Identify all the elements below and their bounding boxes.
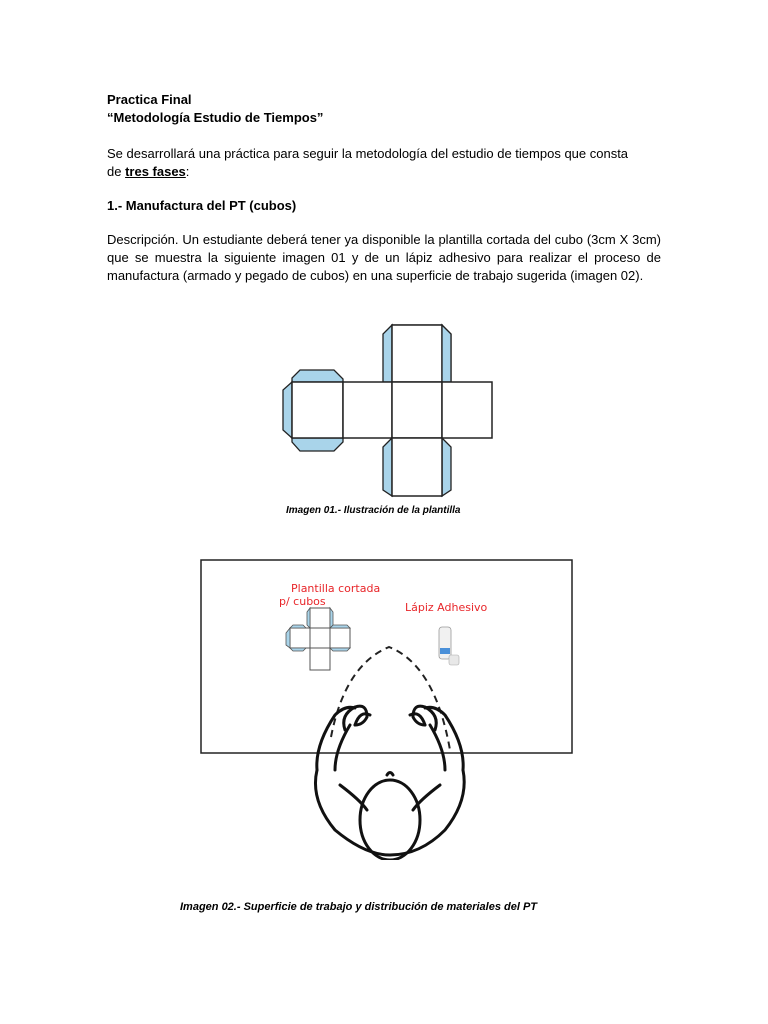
caption-image-02: Imagen 02.- Superficie de trabajo y distribución de materiales del PT (180, 901, 537, 913)
net-face-middle-1 (343, 382, 392, 438)
intro-prefix: de (107, 164, 126, 179)
label-glue-stick: Lápiz Adhesivo (405, 601, 488, 614)
intro-line-1: Se desarrollará una práctica para seguir la metodología del estudio de tiempos que consta (107, 146, 629, 161)
intro-emphasis: tres fases (125, 164, 186, 179)
net-tab-left-top (292, 370, 343, 382)
net-face-left (292, 382, 343, 438)
net-tab-bottom-left (383, 438, 392, 496)
net-tab-left-bottom (292, 438, 343, 451)
intro-suffix: : (185, 164, 190, 179)
title-line-1: Practica Final (107, 92, 192, 107)
work-table (201, 560, 572, 753)
net-face-middle-3 (442, 382, 492, 438)
net-tab-left-side (283, 382, 292, 438)
work-surface-figure (195, 555, 580, 860)
label-template-line-1: Plantilla cortada (291, 582, 381, 595)
section-1-heading: 1.- Manufactura del PT (cubos) (107, 198, 297, 213)
net-tab-top-left (383, 325, 392, 382)
net-face-middle-2 (392, 382, 442, 438)
description-paragraph: Descripción. Un estudiante deberá tener ya disponible la plantilla cortada del cubo (3cm X 3cm) que se muestra la siguiente imagen 01 y de un lápiz adhesivo para realizar el proceso de manufactura (armado y pegado de cubos) en una superficie de trabajo sugerida (imagen 02). (107, 232, 661, 283)
intro-line-2 (107, 163, 189, 181)
caption-image-01: Imagen 01.- Ilustración de la plantilla (286, 505, 461, 516)
cube-net-figure (270, 320, 500, 500)
net-face-top (392, 325, 442, 382)
net-tab-bottom-right (442, 438, 451, 496)
label-template-line-2: p/ cubos (279, 595, 326, 608)
title-line-2: “Metodología Estudio de Tiempos” (107, 110, 324, 125)
net-tab-top-right-edge (442, 325, 451, 382)
net-face-bottom (392, 438, 442, 496)
